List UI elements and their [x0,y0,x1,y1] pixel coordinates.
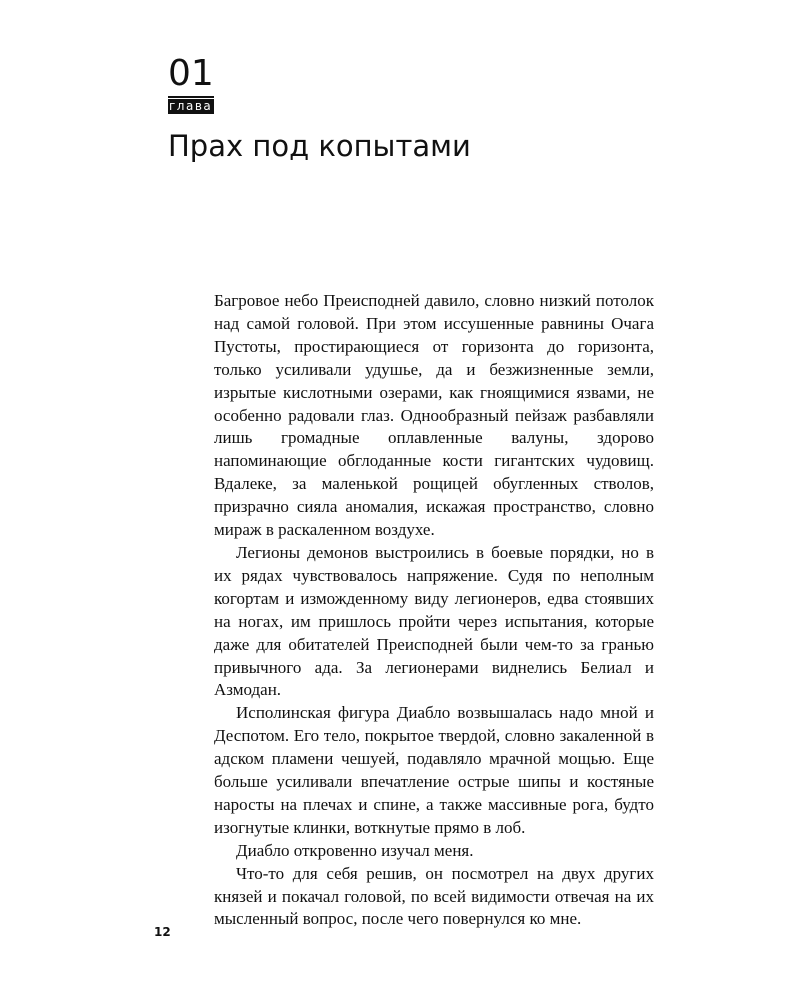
paragraph: Исполинская фигура Диабло возвышалась надо мной и Деспотом. Его тело, покрытое твердой, словно закаленной в адском пламени чешуей, подавляло мрачной мощью. Еще больше усиливали впечатление острые шипы и костяные наросты на плечах и спине, а также массивные рога, будто изогнутые клинки, воткнутые прямо в лоб. [214,703,654,837]
paragraph: Багровое небо Преисподней давило, словно низкий потолок над самой головой. При этом иссушенные равнины Очага Пустоты, простирающиеся от горизонта до горизонта, только усиливали удушье, да и безжизненные земли, изрытые кислотными озерами, как гноящимися язвами, не особенно радовали глаз. Однообразный пейзаж разбавляли лишь громадные оплавленные валуны, здорово напоминающие обглоданные кости гигантских чудовищ. Вдалеке, за маленькой рощицей обугленных стволов, призрачно сияла аномалия, искажая пространство, словно мираж в раскаленном воздухе. [214,291,654,540]
chapter-title: Прах под копытами [168,129,471,163]
paragraph: Диабло откровенно изучал меня. [236,840,474,860]
paragraph: Что-то для себя решив, он посмотрел на двух других князей и покачал головой, по всей видимости отвечая на их мысленный вопрос, после чего повернулся ко мне. [214,863,654,929]
chapter-divider [168,96,214,98]
chapter-label: глава [169,99,213,113]
paragraph: Легионы демонов выстроились в боевые порядки, но в их рядах чувствовалось напряжение. Судя по неполным когортам и изможденному виду легионеров, едва стоявших на ногах, им пришлось пройти через испытания, которые даже для обитателей Преисподней были чем-то за гранью привычного ада. За легионерами виднелись Белиал и Азмодан. [214,542,654,700]
page-number: 12 [154,925,171,939]
chapter-number: 01 [168,53,214,94]
chapter-body [214,290,654,931]
